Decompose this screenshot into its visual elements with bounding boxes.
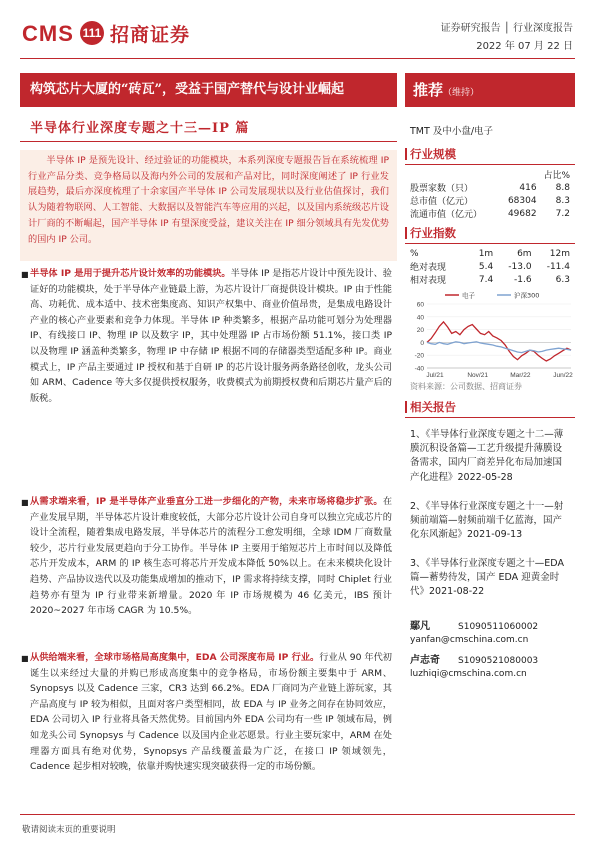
paragraph-lead: 从需求端来看，IP 是半导体产业垂直分工进一步细化的产物，未来市场将稳步扩张。 bbox=[30, 496, 383, 507]
scale-pct: 8.8 bbox=[555, 182, 570, 193]
analyst-2 bbox=[410, 651, 538, 679]
y-tick-label: -40 bbox=[414, 365, 424, 373]
brand-logo-mark: 111 bbox=[80, 21, 104, 45]
report-type: 证券研究报告 │ 行业深度报告 bbox=[440, 23, 573, 34]
section-heading-related: 相关报告 bbox=[405, 398, 575, 418]
related-report-2[interactable] bbox=[410, 500, 570, 543]
bullet-icon: ■ bbox=[21, 654, 29, 663]
analyst-email[interactable]: luzhiqi@cmschina.com.cn bbox=[410, 669, 527, 679]
legend-label: 电子 bbox=[462, 291, 475, 300]
body-paragraph-3 bbox=[30, 650, 392, 805]
industry-label: TMT 及中小盘/电子 bbox=[410, 126, 494, 137]
table-row bbox=[410, 181, 570, 194]
index-label: 相对表现 bbox=[410, 276, 447, 286]
related-report-3[interactable] bbox=[410, 557, 570, 600]
bullet-icon: ■ bbox=[21, 270, 29, 279]
body-paragraph-2 bbox=[30, 494, 392, 664]
scale-col-header: 占比% bbox=[543, 171, 570, 181]
series-line-1 bbox=[427, 342, 571, 353]
scale-table bbox=[410, 168, 570, 220]
industry-index-chart bbox=[405, 290, 575, 380]
analyst-code: S1090511060002 bbox=[458, 622, 539, 632]
report-subtitle: 半导体行业深度专题之十三—IP 篇 bbox=[30, 121, 250, 136]
related-report-date: 2022-05-28 bbox=[457, 471, 513, 483]
index-label: 绝对表现 bbox=[410, 263, 447, 273]
scale-pct: 8.3 bbox=[555, 195, 570, 206]
summary-text: 半导体 IP 是预先设计、经过验证的功能模块，本系列深度专题报告旨在系统梳理 IP 行业产品分类、竞争格局以及海内外公司的发展和产品对比，同时深度阐述了 IP 行业发展趋势，最后亦深度梳理了十余家国产半导体 IP 公司发展现状以及行业估值探讨，我们认为随着物联网、人工智能、大数据以及智能汽车等应用的兴起，以及国内系统级芯片设计厂商的不断崛起，国产半导体 IP 有望深度受益，建议关注在 IP 细分领域具有先发优势的国内 IP 公司。 bbox=[28, 155, 389, 245]
rating-bar bbox=[405, 73, 575, 107]
table-row bbox=[410, 207, 570, 220]
index-value: -11.4 bbox=[546, 261, 570, 272]
legend-label: 沪深300 bbox=[514, 291, 540, 300]
y-tick-label: -20 bbox=[414, 352, 424, 360]
scale-value: 49682 bbox=[507, 208, 537, 219]
index-value: 5.4 bbox=[478, 261, 494, 272]
related-report-title: 《半导体行业深度专题之十二—薄膜沉积设备篇—工艺升级提升薄膜设备需求，国内厂商差异化布局加速国产化进程》 bbox=[410, 429, 564, 483]
report-date: 2022 年 07 月 22 日 bbox=[476, 41, 573, 52]
table-row bbox=[410, 273, 570, 286]
table-row bbox=[410, 194, 570, 207]
brand-logo-latin: CMS bbox=[22, 21, 74, 46]
index-value: 7.4 bbox=[478, 274, 494, 285]
x-tick-label: Jul/21 bbox=[426, 372, 444, 379]
header-divider bbox=[20, 58, 575, 59]
paragraph-text: 半导体 IP 是指芯片设计中预先设计、验证好的功能模块，处于半导体产业链最上游，为芯片设计厂商提供设计模块。IP 由于性能高、功耗优、成本适中、技术密集度高、知识产权集中、商业价值昂贵，是集成电路设计产业的核心产业要素和竞争力体现。半导体 IP 种类繁多，根据产品功能可划分为处理器 IP、有线接口 IP、物理 IP 以及数字 IP，其中处理器 IP 占市场份额 51.1%，接口类 IP 以及物理 IP 涵盖种类繁多，物理 IP 中存储 IP 根据不同的存储器类型适配多种 IP。商业模式上，IP 产品主要通过 IP 授权和基于自研 IP 的芯片设计服务两条路径创收，龙头公司如 ARM、Cadence 等大多仅提供授权服务，收费模式为前期授权费和后期芯片量产后的版税。 bbox=[30, 268, 392, 404]
paragraph-text: 行业从 90 年代初诞生以来经过大量的并购已形成高度集中的竞争格局，市场份额主要集中于 ARM、Synopsys 以及 Cadence 三家，CR3 达到 66.2%。EDA 厂商同为产业链上游玩家，其产品高度与 IP 较为相似，且面对客户类型相同，故 EDA 与 IP 业务之间存在协同效应，EDA 公司切入 IP 行业将具备天然优势。目前国内外 EDA 公司均有一些 IP 领域布局，例如龙头公司 Synopsys 与 Cadence 以及国内企业芯愿景。行业主要玩家中，ARM 在处理器方面具有绝对优势，Synopsys 产品线覆盖最为广泛，在接口 IP 领域领先，Cadence 起步相对较晚，依靠并购快速实现突破获得一定的市场份额。 bbox=[30, 652, 392, 773]
summary-box bbox=[20, 150, 397, 261]
index-header: % bbox=[410, 248, 419, 259]
related-report-date: 2021-09-13 bbox=[467, 529, 523, 541]
report-title: 构筑芯片大厦的“砖瓦”，受益于国产替代与设计业崛起 bbox=[20, 73, 397, 107]
index-header: 1m bbox=[478, 248, 494, 259]
index-header: 12m bbox=[549, 248, 570, 259]
index-table bbox=[410, 247, 570, 286]
rating-label: 推荐 bbox=[413, 81, 444, 99]
chart-source-note: 资料来源：公司数据、招商证券 bbox=[410, 382, 522, 391]
section-heading-scale: 行业规模 bbox=[405, 145, 575, 165]
related-report-1[interactable] bbox=[410, 428, 570, 485]
related-report-date: 2021-08-22 bbox=[429, 586, 485, 598]
analyst-code: S1090521080003 bbox=[458, 656, 539, 666]
table-header-row bbox=[410, 247, 570, 260]
related-report-num: 2、 bbox=[410, 501, 426, 512]
footer-note: 敬请阅读末页的重要说明 bbox=[22, 825, 116, 835]
index-value: 6.3 bbox=[555, 274, 570, 285]
analyst-name: 鄢凡 bbox=[410, 621, 430, 632]
index-header: 6m bbox=[517, 248, 532, 259]
scale-label: 股票家数（只） bbox=[410, 184, 474, 194]
y-tick-label: 0 bbox=[420, 339, 424, 347]
paragraph-text: 在产业发展早期，半导体芯片设计难度较低，大部分芯片设计公司自身可以独立完成芯片的设计全流程，随着集成电路发展，半导体芯片的流程分工愈发明细，全球 IDM 厂商数量较少，芯片行业发展更趋向于分工协作。半导体 IP 主要用于缩短芯片上市时间以及降低芯片开发成本，ARM 的 IP 核生态可将芯片开发成本降低 50%以上。在未来模块化设计趋势、产品协议迭代以及功能集成增加的推动下，IP 需求将持续支撑，同时 Chiplet 行业趋势亦有望为 IP 行业带来新增量。2020 年 IP 市场规模为 46 亿美元，IBS 预计 2020~2027 年市场 CAGR 为 10.5%。 bbox=[30, 496, 392, 617]
scale-label: 流通市值（亿元） bbox=[410, 210, 483, 220]
paragraph-lead: 半导体 IP 是用于提升芯片设计效率的功能模块。 bbox=[30, 268, 231, 279]
related-report-title: 《半导体行业深度专题之十一—射频前端篇—射频前端千亿蓝海，国产化东风渐起》 bbox=[410, 501, 564, 541]
analyst-1 bbox=[410, 617, 538, 645]
x-tick-label: Mar/22 bbox=[510, 372, 531, 379]
x-tick-label: Nov/21 bbox=[467, 372, 488, 379]
subtitle-divider bbox=[20, 141, 397, 142]
scale-value: 68304 bbox=[507, 195, 537, 206]
related-report-num: 1、 bbox=[410, 429, 426, 440]
y-tick-label: 60 bbox=[416, 301, 424, 309]
table-row bbox=[410, 260, 570, 273]
y-tick-label: 40 bbox=[416, 314, 424, 322]
related-report-num: 3、 bbox=[410, 558, 426, 569]
index-value: -13.0 bbox=[508, 261, 532, 272]
rating-note: （维持） bbox=[443, 88, 480, 98]
scale-pct: 7.2 bbox=[555, 208, 570, 219]
analyst-name: 卢志奇 bbox=[410, 655, 440, 666]
analyst-email[interactable]: yanfan@cmschina.com.cn bbox=[410, 635, 529, 645]
y-tick-label: 20 bbox=[416, 327, 424, 335]
x-tick-label: Jun/22 bbox=[553, 372, 573, 379]
brand-logo-chinese: 招商证券 bbox=[110, 24, 191, 46]
related-report-title: 《半导体行业深度专题之十—EDA 篇—蓄势待发，国产 EDA 迎黄金时代》 bbox=[410, 558, 564, 598]
index-value: -1.6 bbox=[514, 274, 532, 285]
paragraph-lead: 从供给端来看，全球市场格局高度集中，EDA 公司深度布局 IP 行业。 bbox=[30, 652, 320, 663]
bullet-icon: ■ bbox=[21, 498, 29, 507]
footer-divider bbox=[20, 814, 575, 815]
section-heading-index: 行业指数 bbox=[405, 224, 575, 244]
body-paragraph-1 bbox=[30, 266, 392, 496]
scale-value: 416 bbox=[519, 182, 537, 193]
scale-label: 总市值（亿元） bbox=[410, 197, 474, 207]
